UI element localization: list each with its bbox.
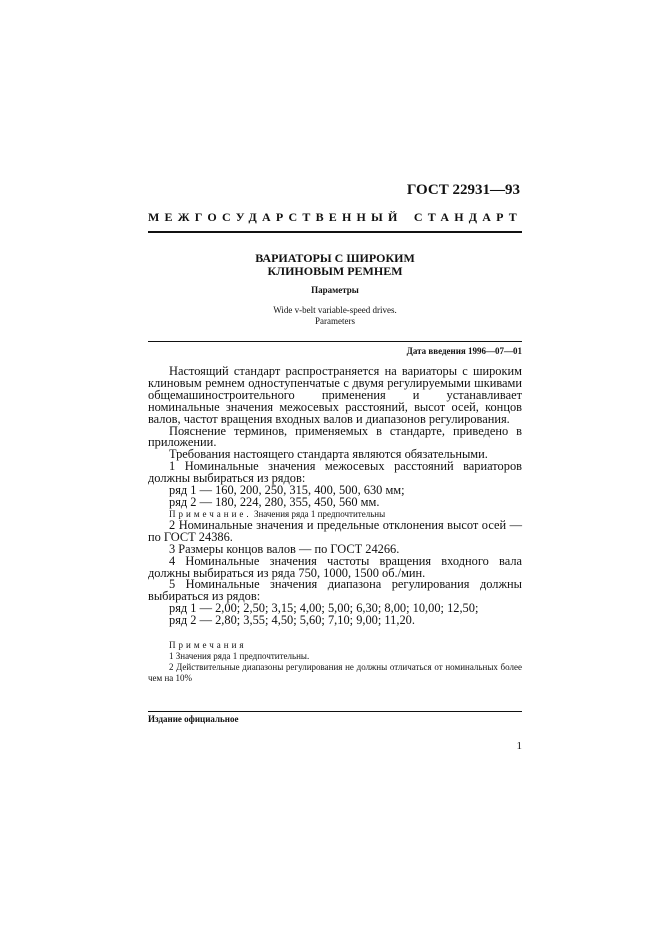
inline-note-label: Примечание. (169, 508, 252, 519)
paragraph-scope: Настоящий стандарт распространяется на вариаторы с широким клиновым ремнем одноступенчатые с двумя регулируемыми шкивами общемашиностроительного применения и устанавливает номинальные значения межосевых расстояний, высот осей, концов валов, частот вращения входных валов и диапазонов регулирования. (148, 364, 522, 426)
document-subtitle: Параметры (311, 285, 359, 295)
notes-block (148, 640, 522, 684)
note-1: 1 Значения ряда 1 предпочтительны. (169, 651, 310, 661)
series-row-2-range: ряд 2 — 2,80; 3,55; 4,50; 5,60; 7,10; 9,00; 11,20. (169, 613, 415, 628)
note-2: 2 Действительные диапазоны регулирования не должны отличаться от номинальных более чем на 10% (148, 662, 522, 683)
english-title-line-1: Wide v-belt variable-speed drives. (273, 305, 397, 315)
title-rule (148, 341, 522, 342)
paragraph-requirements: Требования настоящего стандарта являются обязательными. (169, 447, 488, 462)
page-number: 1 (516, 740, 522, 752)
series-row-1-range: ряд 1 — 2,00; 2,50; 3,15; 4,00; 5,00; 6,30; 8,00; 10,00; 12,50; (169, 601, 479, 616)
paragraph-terms: Пояснение терминов, применяемых в стандарте, приведено в приложении. (148, 423, 522, 450)
english-title-line-2: Parameters (315, 316, 355, 326)
document-body (148, 366, 522, 627)
document-number: ГОСТ 22931—93 (406, 182, 520, 198)
paragraph-item-2: 2 Номинальные значения и предельные отклонения высот осей — по ГОСТ 24386. (148, 517, 522, 544)
english-title (148, 305, 522, 327)
footer-rule (148, 711, 522, 712)
header-word-standard: СТАНДАРТ (413, 210, 522, 224)
paragraph-item-1: 1 Номинальные значения межосевых расстояний вариаторов должны выбираться из рядов: (148, 459, 522, 486)
edition-label: Издание официальное (148, 714, 239, 724)
paragraph-item-5: 5 Номинальные значения диапазона регулирования должны выбираться из рядов: (148, 577, 522, 604)
inline-note-text: Значения ряда 1 предпочтительны (251, 508, 386, 519)
series-row-1-distances: ряд 1 — 160, 200, 250, 315, 400, 500, 630 мм; (169, 483, 405, 498)
notes-heading: Примечания (169, 640, 247, 650)
introduction-date: Дата введения 1996—07—01 (406, 346, 522, 356)
series-row-2-distances: ряд 2 — 180, 224, 280, 355, 450, 560 мм. (169, 494, 380, 509)
title-line-1: ВАРИАТОРЫ С ШИРОКИМ (255, 251, 415, 265)
header-rule (148, 231, 522, 233)
document-title (148, 252, 522, 278)
paragraph-item-3: 3 Размеры концов валов — по ГОСТ 24266. (169, 541, 400, 556)
paragraph-item-4: 4 Номинальные значения частоты вращения входного вала должны выбираться из ряда 750, 1000, 1500 об./мин. (148, 553, 522, 580)
title-line-2: КЛИНОВЫМ РЕМНЕМ (267, 264, 403, 278)
header-word-interstate: МЕЖГОСУДАРСТВЕННЫЙ (148, 210, 403, 224)
